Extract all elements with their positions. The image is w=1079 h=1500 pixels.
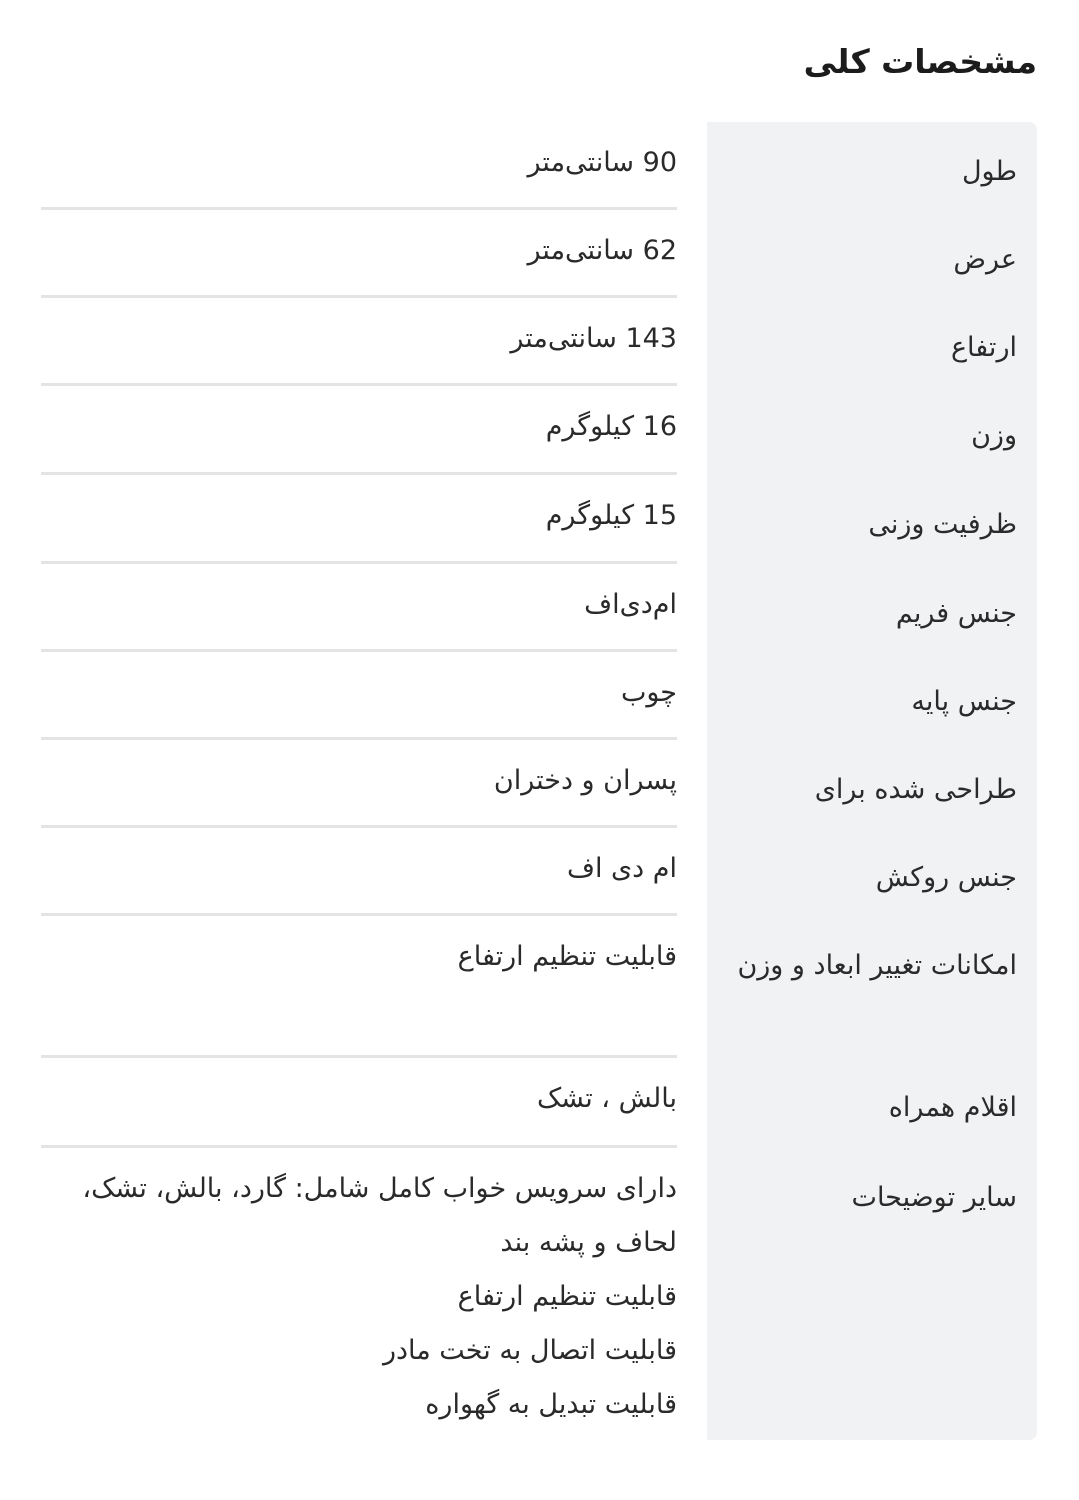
spec-row-weight-capacity xyxy=(41,475,1037,564)
spec-value-text: قابلیت اتصال به تخت مادر xyxy=(382,1335,677,1366)
spec-value-text: قابلیت تبدیل به گهواره xyxy=(425,1389,677,1420)
spec-value xyxy=(41,386,677,475)
spec-label: ظرفیت وزنی xyxy=(707,475,1037,564)
spec-value-text: 90 سانتی‌متر xyxy=(527,147,677,178)
section-title: مشخصات کلی xyxy=(803,42,1037,81)
spec-row-adjustability xyxy=(41,916,1037,1058)
spec-label: امکانات تغییر ابعاد و وزن xyxy=(707,916,1037,1058)
spec-label: ارتفاع xyxy=(707,298,1037,386)
spec-value-text: 62 سانتی‌متر xyxy=(527,235,677,266)
spec-row-cover-material xyxy=(41,828,1037,916)
spec-label: اقلام همراه xyxy=(707,1058,1037,1148)
spec-label: وزن xyxy=(707,386,1037,475)
spec-label: جنس فریم xyxy=(707,564,1037,652)
spec-value-text: ام دی اف xyxy=(566,853,677,884)
spec-row-weight xyxy=(41,386,1037,475)
spec-row-base-material xyxy=(41,652,1037,740)
spec-label: عرض xyxy=(707,210,1037,298)
spec-label: جنس روکش xyxy=(707,828,1037,916)
spec-value xyxy=(41,298,677,386)
spec-row-designed-for xyxy=(41,740,1037,828)
spec-value xyxy=(41,1058,677,1148)
spec-row-other-notes xyxy=(41,1148,1037,1440)
spec-value xyxy=(41,564,677,652)
spec-row-height xyxy=(41,298,1037,386)
spec-label: سایر توضیحات xyxy=(707,1148,1037,1440)
spec-value xyxy=(41,916,677,1058)
spec-value xyxy=(41,1148,677,1440)
spec-value-text: 15 کیلوگرم xyxy=(545,500,677,531)
spec-value-text: قابلیت تنظیم ارتفاع xyxy=(457,941,677,972)
spec-value-text: پسران و دختران xyxy=(493,765,677,796)
spec-value xyxy=(41,652,677,740)
spec-row-width xyxy=(41,210,1037,298)
spec-value-text: چوب xyxy=(620,677,677,708)
spec-value xyxy=(41,210,677,298)
spec-label: طراحی شده برای xyxy=(707,740,1037,828)
spec-row-frame-material xyxy=(41,564,1037,652)
spec-value xyxy=(41,740,677,828)
spec-value-text: ام‌دی‌اف xyxy=(584,589,677,620)
spec-value xyxy=(41,122,677,210)
spec-row-length xyxy=(41,122,1037,210)
spec-label: طول xyxy=(707,122,1037,210)
spec-value xyxy=(41,828,677,916)
specs-table xyxy=(41,122,1037,1440)
spec-value-text: دارای سرویس خواب کامل شامل: گارد، بالش، تشک، لحاف و پشه بند xyxy=(82,1173,677,1258)
spec-label: جنس پایه xyxy=(707,652,1037,740)
spec-value-text: بالش ، تشک xyxy=(536,1083,677,1114)
spec-row-included-items xyxy=(41,1058,1037,1148)
spec-value xyxy=(41,475,677,564)
spec-value-text: 16 کیلوگرم xyxy=(545,411,677,442)
spec-value-text: قابلیت تنظیم ارتفاع xyxy=(457,1281,677,1312)
spec-value-text: 143 سانتی‌متر xyxy=(510,323,677,354)
